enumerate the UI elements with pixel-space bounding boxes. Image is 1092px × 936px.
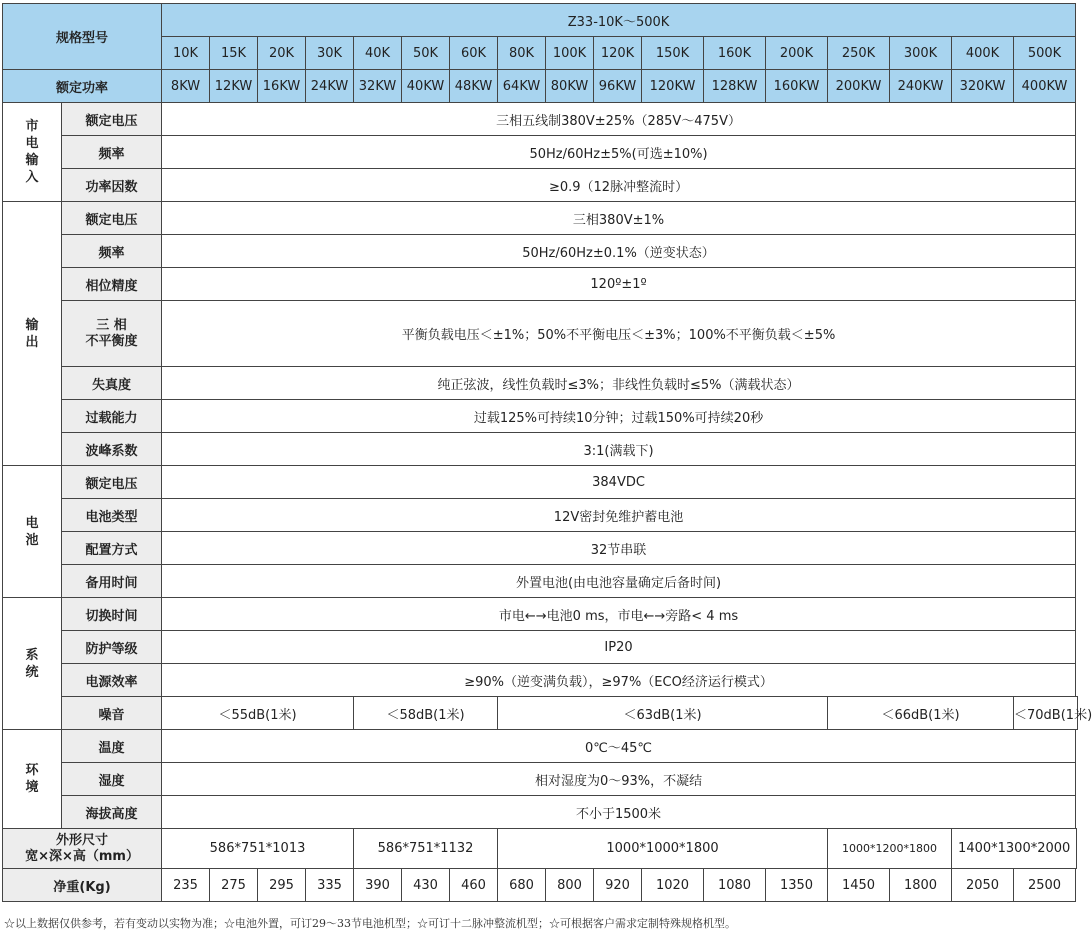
row-label xyxy=(62,598,162,631)
model-cell: 300K xyxy=(890,37,952,70)
noise-row xyxy=(3,697,1078,730)
row-value: 384VDC xyxy=(162,466,1076,499)
power-cell: 8KW xyxy=(162,70,210,103)
row-label-text: 备用时间 xyxy=(85,575,138,591)
row-value: ≥0.9（12脉冲整流时） xyxy=(162,169,1076,202)
environment-category-text: 环 境 xyxy=(25,763,39,795)
row-value: 0℃～45℃ xyxy=(162,730,1076,763)
power-cell: 24KW xyxy=(306,70,354,103)
output-row xyxy=(3,202,1078,235)
battery-row xyxy=(3,565,1078,598)
power-cell: 120KW xyxy=(642,70,704,103)
row-label xyxy=(62,565,162,598)
row-label-text: 频率 xyxy=(98,146,125,162)
row-label xyxy=(62,532,162,565)
row-value: 三相五线制380V±25%（285V～475V） xyxy=(162,103,1076,136)
header-powers-row xyxy=(3,70,1078,103)
row-label-text: 温度 xyxy=(98,740,125,756)
row-value: IP20 xyxy=(162,631,1076,664)
weight-cell: 920 xyxy=(594,869,642,902)
noise-cell: ＜58dB(1米) xyxy=(354,697,498,730)
system-category-text: 系 统 xyxy=(25,647,39,680)
weight-cell: 390 xyxy=(354,869,402,902)
row-label-text: 海拔高度 xyxy=(85,806,138,822)
row-value: 外置电池(由电池容量确定后备时间) xyxy=(162,565,1076,598)
power-cell: 400KW xyxy=(1014,70,1076,103)
row-label-text: 配置方式 xyxy=(85,542,138,558)
system-row xyxy=(3,631,1078,664)
power-cell: 200KW xyxy=(828,70,890,103)
row-label xyxy=(62,136,162,169)
noise-cell: ＜66dB(1米) xyxy=(828,697,1014,730)
weight-row xyxy=(3,869,1078,902)
weight-cell: 1080 xyxy=(704,869,766,902)
model-cell: 250K xyxy=(828,37,890,70)
model-cell: 40K xyxy=(354,37,402,70)
mains-category-text: 市 电 输 入 xyxy=(25,119,39,185)
row-value: 纯正弦波，线性负载时≤3%；非线性负载时≤5%（满载状态） xyxy=(162,367,1076,400)
row-value: 120º±1º xyxy=(162,268,1076,301)
row-label xyxy=(62,433,162,466)
power-cell: 160KW xyxy=(766,70,828,103)
row-label-text: 额定电压 xyxy=(85,212,138,228)
series-title: Z33-10K～500K xyxy=(162,4,1076,37)
header-models-row xyxy=(3,37,1078,70)
power-cell: 96KW xyxy=(594,70,642,103)
row-value: 平衡负载电压＜±1%；50%不平衡电压＜±3%；100%不平衡负载＜±5% xyxy=(162,301,1076,367)
weight-cell: 2050 xyxy=(952,869,1014,902)
weight-cell: 430 xyxy=(402,869,450,902)
row-label-text: 相位精度 xyxy=(85,278,138,294)
environment-row xyxy=(3,796,1078,829)
weight-cell: 295 xyxy=(258,869,306,902)
battery-category-text: 电 池 xyxy=(25,515,39,548)
weight-cell: 335 xyxy=(306,869,354,902)
row-value: 三相380V±1% xyxy=(162,202,1076,235)
row-label xyxy=(62,169,162,202)
model-cell: 400K xyxy=(952,37,1014,70)
output-row xyxy=(3,301,1078,367)
row-label xyxy=(62,499,162,532)
row-label-text: 功率因数 xyxy=(85,179,138,195)
row-value: 12V密封免维护蓄电池 xyxy=(162,499,1076,532)
row-label-text: 三 相 不平衡度 xyxy=(85,317,138,349)
row-value: ≥90%（逆变满负载），≥97%（ECO经济运行模式） xyxy=(162,664,1076,697)
power-cell: 12KW xyxy=(210,70,258,103)
power-cell: 80KW xyxy=(546,70,594,103)
row-label-text: 电源效率 xyxy=(85,674,138,690)
output-row xyxy=(3,433,1078,466)
row-label xyxy=(62,664,162,697)
weight-cell: 2500 xyxy=(1014,869,1076,902)
noise-cell: ＜70dB(1米) xyxy=(1014,697,1078,730)
power-cell: 40KW xyxy=(402,70,450,103)
power-cell: 16KW xyxy=(258,70,306,103)
row-label-text: 湿度 xyxy=(98,773,125,789)
mains-category xyxy=(3,103,62,202)
weight-cell: 275 xyxy=(210,869,258,902)
model-cell: 200K xyxy=(766,37,828,70)
system-category xyxy=(3,598,62,730)
model-cell: 500K xyxy=(1014,37,1076,70)
row-label-text: 过载能力 xyxy=(85,410,138,426)
row-label-text: 波峰系数 xyxy=(85,443,138,459)
model-cell: 80K xyxy=(498,37,546,70)
dimensions-cell: 1000*1200*1800 xyxy=(828,829,952,869)
system-row xyxy=(3,664,1078,697)
footnote: ☆以上数据仅供参考，若有变动以实物为准；☆电池外置，可订29～33节电池机型；☆可订十二脉冲整流机型；☆可根据客户需求定制特殊规格机型。 xyxy=(4,917,736,930)
row-value: 过载125%可持续10分钟；过载150%可持续20秒 xyxy=(162,400,1076,433)
battery-row xyxy=(3,499,1078,532)
mains-row xyxy=(3,103,1078,136)
spec-table xyxy=(2,3,1092,902)
weight-cell: 1020 xyxy=(642,869,704,902)
model-cell: 50K xyxy=(402,37,450,70)
row-label xyxy=(62,235,162,268)
row-label-text: 额定电压 xyxy=(85,113,138,129)
row-label-text: 失真度 xyxy=(92,377,132,393)
noise-cell: ＜63dB(1米) xyxy=(498,697,828,730)
row-label xyxy=(62,631,162,664)
output-row xyxy=(3,400,1078,433)
row-label xyxy=(62,367,162,400)
row-value: 3:1(满载下) xyxy=(162,433,1076,466)
environment-row xyxy=(3,730,1078,763)
model-cell: 120K xyxy=(594,37,642,70)
battery-row xyxy=(3,532,1078,565)
row-value: 不小于1500米 xyxy=(162,796,1076,829)
row-value: 32节串联 xyxy=(162,532,1076,565)
power-cell: 128KW xyxy=(704,70,766,103)
model-cell: 15K xyxy=(210,37,258,70)
row-label xyxy=(62,103,162,136)
dimensions-cell: 586*751*1013 xyxy=(162,829,354,869)
row-label-text: 切换时间 xyxy=(85,608,138,624)
row-label-text: 额定电压 xyxy=(85,476,138,492)
row-value: 50Hz/60Hz±0.1%（逆变状态） xyxy=(162,235,1076,268)
row-value: 50Hz/60Hz±5%(可选±10%) xyxy=(162,136,1076,169)
model-cell: 20K xyxy=(258,37,306,70)
row-label xyxy=(62,466,162,499)
row-label xyxy=(62,301,162,367)
row-label xyxy=(62,202,162,235)
dimensions-label xyxy=(3,829,162,869)
model-cell: 10K xyxy=(162,37,210,70)
model-cell: 60K xyxy=(450,37,498,70)
row-label xyxy=(62,400,162,433)
row-label xyxy=(62,796,162,829)
noise-cell: ＜55dB(1米) xyxy=(162,697,354,730)
model-cell: 100K xyxy=(546,37,594,70)
system-row xyxy=(3,598,1078,631)
row-label xyxy=(62,763,162,796)
battery-category xyxy=(3,466,62,598)
header-series-row xyxy=(3,4,1078,37)
row-label-text: 电池类型 xyxy=(85,509,138,525)
power-label: 额定功率 xyxy=(3,70,162,103)
row-label xyxy=(62,730,162,763)
weight-cell: 680 xyxy=(498,869,546,902)
environment-row xyxy=(3,763,1078,796)
weight-cell: 1450 xyxy=(828,869,890,902)
output-row xyxy=(3,235,1078,268)
output-category-text: 输 出 xyxy=(25,317,39,350)
weight-cell: 235 xyxy=(162,869,210,902)
power-cell: 320KW xyxy=(952,70,1014,103)
dimensions-cell: 586*751*1132 xyxy=(354,829,498,869)
row-value: 相对湿度为0～93%，不凝结 xyxy=(162,763,1076,796)
row-value: 市电←→电池0 ms，市电←→旁路< 4 ms xyxy=(162,598,1076,631)
weight-label: 净重(Kg) xyxy=(3,869,162,902)
model-cell: 30K xyxy=(306,37,354,70)
dimensions-row xyxy=(3,829,1078,869)
row-label xyxy=(62,268,162,301)
mains-row xyxy=(3,169,1078,202)
noise-label: 噪音 xyxy=(62,697,162,730)
weight-cell: 1800 xyxy=(890,869,952,902)
model-cell: 150K xyxy=(642,37,704,70)
dimensions-cell: 1400*1300*2000 xyxy=(952,829,1077,869)
weight-cell: 1350 xyxy=(766,869,828,902)
weight-cell: 460 xyxy=(450,869,498,902)
output-row xyxy=(3,268,1078,301)
mains-row xyxy=(3,136,1078,169)
output-row xyxy=(3,367,1078,400)
environment-category xyxy=(3,730,62,829)
power-cell: 240KW xyxy=(890,70,952,103)
power-cell: 32KW xyxy=(354,70,402,103)
battery-row xyxy=(3,466,1078,499)
row-label-text: 防护等级 xyxy=(85,641,138,657)
spec-table-body xyxy=(3,4,1092,902)
model-label: 规格型号 xyxy=(3,4,162,70)
output-category xyxy=(3,202,62,466)
power-cell: 48KW xyxy=(450,70,498,103)
model-cell: 160K xyxy=(704,37,766,70)
dimensions-cell: 1000*1000*1800 xyxy=(498,829,828,869)
weight-cell: 800 xyxy=(546,869,594,902)
dimensions-label-text: 外形尺寸 宽×深×高（mm） xyxy=(25,832,139,864)
row-label-text: 频率 xyxy=(98,245,125,261)
power-cell: 64KW xyxy=(498,70,546,103)
